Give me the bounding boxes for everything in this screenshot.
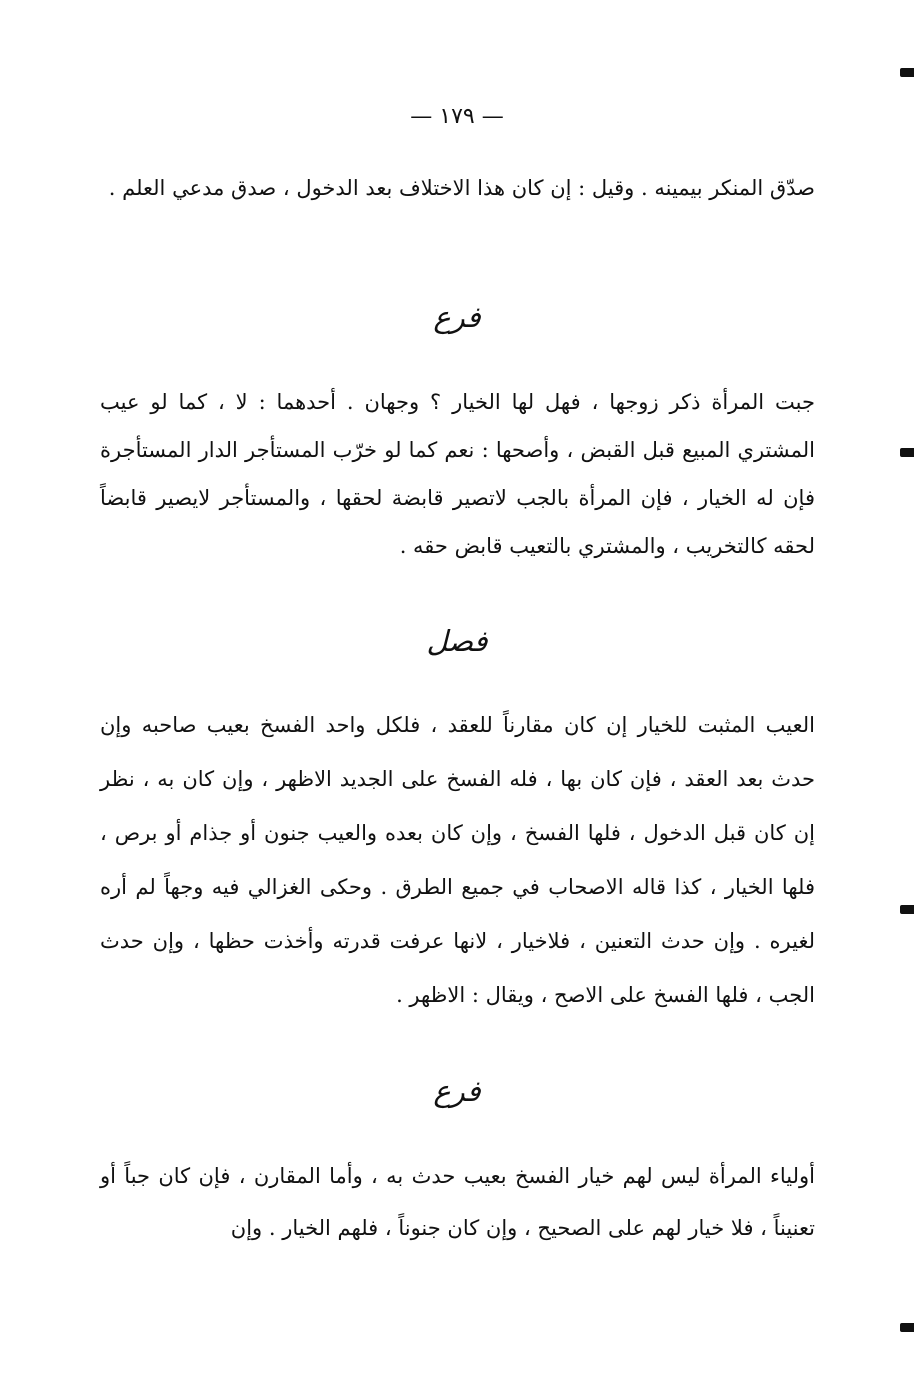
paragraph-far-1	[100, 378, 815, 570]
scan-edge-mark	[900, 68, 914, 77]
paragraph-text: أولياء المرأة ليس لهم خيار الفسخ بعيب حدث به ، وأما المقارن ، فإن كان جباً أو تعنيناً ، فلا خيار لهم على الصحيح ، وإن كان جنوناً ، فلهم الخيار . وإن	[100, 1164, 815, 1240]
scan-edge-mark	[900, 1323, 914, 1332]
paragraph-fasl	[100, 698, 815, 1022]
section-heading-fasl: فصل	[426, 624, 488, 658]
scan-edge-mark	[900, 905, 914, 914]
section-heading-far-1: فرع	[433, 300, 481, 334]
section-heading-far-2: فرع	[433, 1074, 481, 1108]
scan-edge-mark	[900, 448, 914, 457]
paragraph-text: جبت المرأة ذكر زوجها ، فهل لها الخيار ؟ وجهان . أحدهما : لا ، كما لو عيب المشتري المبيع قبل القبض ، وأصحها : نعم كما لو خرّب المستأجر الدار المستأجرة فإن له الخيار ، فإن المرأة بالجب لاتصير قابضة لحقها ، والمستأجر لايصير قابضاً لحقه كالتخريب ، والمشتري بالتعيب قابض حقه .	[100, 390, 815, 558]
paragraph-text: العيب المثبت للخيار إن كان مقارناً للعقد ، فلكل واحد الفسخ بعيب صاحبه وإن حدث بعد العقد ، فإن كان بها ، فله الفسخ على الجديد الاظهر ، وإن كان به ، نظر إن كان قبل الدخول ، فلها الفسخ ، وإن كان بعده والعيب جنون أو جذام أو برص ، فلها الخيار ، كذا قاله الاصحاب في جميع الطرق . وحكى الغزالي فيه وجهاً لم أره لغيره . وإن حدث التعنين ، فلاخيار ، لانها عرفت قدرته وأخذت حظها ، وإن حدث الجب ، فلها الفسخ على الاصح ، ويقال : الاظهر .	[100, 713, 815, 1007]
page-number: — ١٧٩ —	[410, 104, 504, 129]
paragraph-intro	[100, 160, 815, 216]
paragraph-text: صدّق المنكر بيمينه . وقيل : إن كان هذا الاختلاف بعد الدخول ، صدق مدعي العلم .	[108, 176, 815, 200]
paragraph-far-2	[100, 1150, 815, 1254]
